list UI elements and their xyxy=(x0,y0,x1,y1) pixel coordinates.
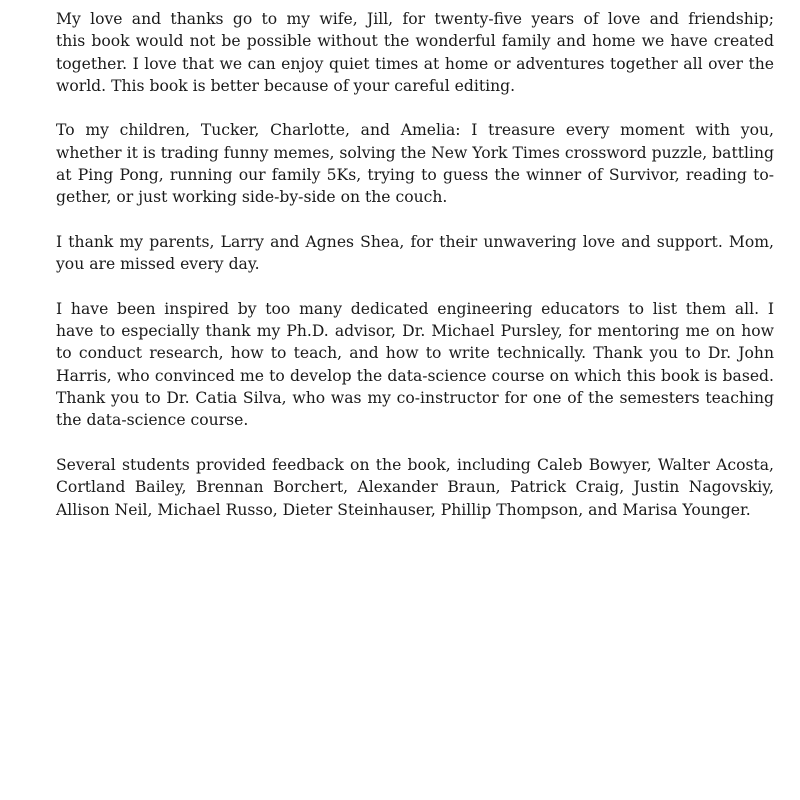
text-line: at Ping Pong, running our family 5Ks, trying to guess the winner of Survivor, reading to- xyxy=(56,166,774,185)
text-line: this book would not be possible without the wonderful family and home we have created xyxy=(56,32,774,51)
text-line: to conduct research, how to teach, and how to write technically. Thank you to Dr. John xyxy=(56,344,774,363)
paragraph-parents xyxy=(28,231,774,276)
text-line: whether it is trading funny memes, solving the New York Times crossword puzzle, battling xyxy=(56,143,774,162)
text-line: the data-science course. xyxy=(56,411,249,430)
text-line: gether, or just working side-by-side on the couch. xyxy=(56,188,448,207)
paragraph-children xyxy=(28,119,774,208)
text-line: Harris, who convinced me to develop the data-science course on which this book is based. xyxy=(56,366,774,385)
text-line: Allison Neil, Michael Russo, Dieter Steinhauser, Phillip Thompson, and Marisa Younger. xyxy=(56,500,751,519)
text-line: I have been inspired by too many dedicated engineering educators to list them all. I xyxy=(56,299,774,318)
text-line: Cortland Bailey, Brennan Borchert, Alexander Braun, Patrick Craig, Justin Nagovskiy, xyxy=(56,478,774,497)
text-line: My love and thanks go to my wife, Jill, for twenty-five years of love and friendship; xyxy=(56,10,774,28)
text-line: To my children, Tucker, Charlotte, and Amelia: I treasure every moment with you, xyxy=(56,121,774,140)
text-line: I thank my parents, Larry and Agnes Shea, for their unwavering love and support. Mom, xyxy=(56,232,774,251)
text-line: Several students provided feedback on the book, including Caleb Bowyer, Walter Acosta, xyxy=(56,455,774,474)
text-line: you are missed every day. xyxy=(56,255,260,274)
text-line: world. This book is better because of your careful editing. xyxy=(56,76,516,95)
paragraph-wife xyxy=(28,8,774,97)
text-line: have to especially thank my Ph.D. advisor, Dr. Michael Pursley, for mentoring me on how xyxy=(56,322,774,341)
text-line: together. I love that we can enjoy quiet times at home or adventures together all over the xyxy=(56,54,774,73)
acknowledgments-text xyxy=(28,8,774,543)
paragraph-students xyxy=(28,454,774,521)
text-line: Thank you to Dr. Catia Silva, who was my co-instructor for one of the semesters teaching xyxy=(56,389,774,408)
paragraph-educators xyxy=(28,298,774,432)
